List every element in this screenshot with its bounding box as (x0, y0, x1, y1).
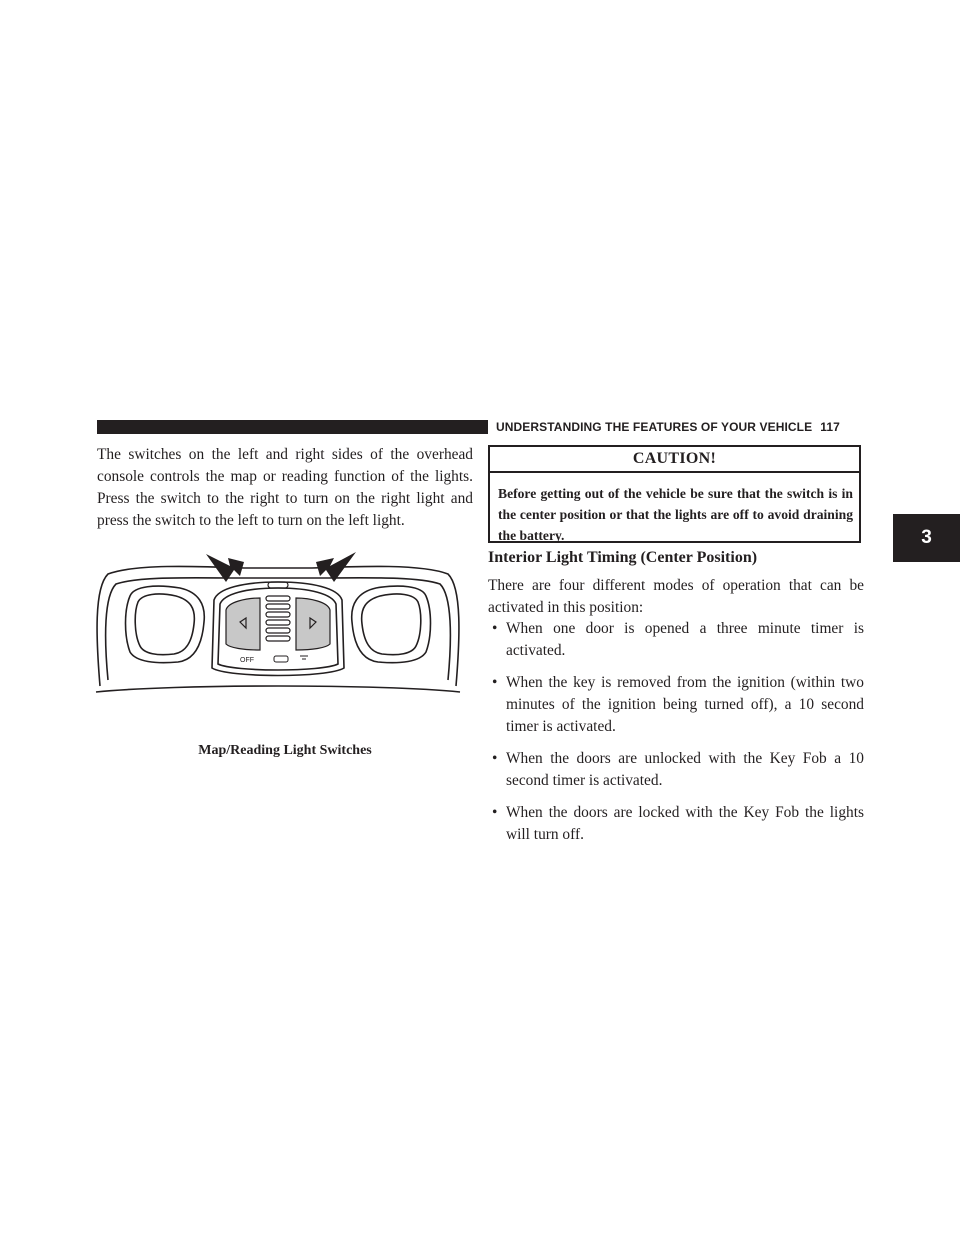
list-item (488, 672, 864, 738)
list-item (488, 618, 864, 662)
list-item-text: When one door is opened a three minute timer is activated. (506, 620, 864, 659)
bullet-icon: • (492, 674, 498, 691)
page-number: 117 (820, 420, 840, 434)
off-label: OFF (240, 657, 254, 664)
caution-box (488, 445, 861, 543)
header-title: UNDERSTANDING THE FEATURES OF YOUR VEHICLE (496, 420, 813, 434)
mode-list (488, 618, 864, 856)
bullet-icon: • (492, 750, 498, 767)
figure-caption: Map/Reading Light Switches (198, 743, 372, 758)
list-item (488, 802, 864, 846)
running-header (496, 418, 864, 436)
list-item-text: When the doors are locked with the Key Fob the lights will turn off. (506, 804, 864, 843)
chapter-tab: 3 (893, 514, 960, 562)
list-item-text: When the doors are unlocked with the Key Fob a 10 second timer is activated. (506, 750, 864, 789)
bullet-icon: • (492, 804, 498, 821)
header-rule (97, 420, 488, 434)
section-intro: There are four different modes of operation that can be activated in this position: (488, 577, 864, 616)
list-item-text: When the key is removed from the ignition (within two minutes of the ignition being turned off), a 10 second timer is activated. (506, 674, 864, 735)
overhead-console-illustration (94, 548, 462, 702)
caution-title: CAUTION! (490, 447, 859, 473)
caution-body: Before getting out of the vehicle be sure that the switch is in the center position or that the lights are off to avoid draining the battery. (498, 486, 853, 543)
intro-paragraph: The switches on the left and right sides of the overhead console controls the map or reading function of the lights. Press the switch to the right to turn on the right light and press the switch to the left to turn on the left light. (97, 446, 473, 529)
bullet-icon: • (492, 620, 498, 637)
section-heading: Interior Light Timing (Center Position) (488, 549, 758, 566)
list-item (488, 748, 864, 792)
